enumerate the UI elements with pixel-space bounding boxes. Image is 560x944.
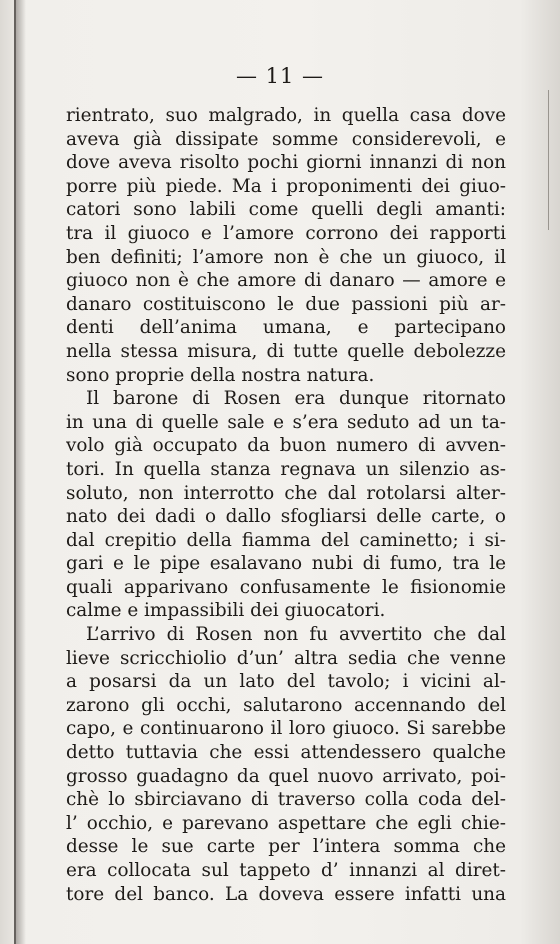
text-line: dal crepitio della fiamma del caminetto; i si- <box>66 529 506 551</box>
text-line: nella stessa misura, di tutte quelle debolezze <box>66 340 506 362</box>
text-line: catori sono labili come quelli degli amanti: <box>66 199 506 221</box>
text-line: zarono gli occhi, salutarono accennando del <box>66 694 506 716</box>
text-line: tore del banco. La doveva essere infatti una <box>66 883 506 905</box>
text-line: chè lo sbirciavano di traverso colla coda del- <box>66 789 506 811</box>
text-line: quali apparivano confusamente le fisionomie <box>66 576 506 598</box>
text-line: sono proprie della nostra natura. <box>66 364 375 386</box>
text-line: gari e le pipe esalavano nubi di fumo, tra le <box>66 553 506 575</box>
text-line: l’ occhio, e parevano aspettare che egli chie- <box>66 812 506 834</box>
text-line: tra il giuoco e l’amore corrono dei rapporti <box>66 222 506 244</box>
text-line: ben definiti; l’amore non è che un giuoco, il <box>66 246 506 268</box>
text-line: soluto, non interrotto che dal rotolarsi alter- <box>66 482 506 504</box>
margin-mark <box>548 90 549 230</box>
text-line: lieve scricchiolio d’un’ altra sedia che venne <box>66 647 506 669</box>
text-line: giuoco non è che amore di danaro — amore e <box>66 270 506 292</box>
text-line: dove aveva risolto pochi giorni innanzi di non <box>66 152 506 174</box>
text-line: desse le sue carte per l’intera somma che <box>66 836 506 858</box>
text-line: denti dell’anima umana, e partecipano <box>66 317 506 339</box>
text-line: detto tuttavia che essi attendessero qualche <box>66 742 506 764</box>
text-line: capo, e continuarono il loro giuoco. Si sarebbe <box>66 718 506 740</box>
page-number: — 11 — <box>235 64 325 88</box>
text-line: aveva già dissipate somme considerevoli, e <box>66 128 506 150</box>
text-line: volo già occupato da buon numero di avven- <box>66 435 506 457</box>
text-line: calme e impassibili dei giuocatori. <box>66 600 386 622</box>
text-line: a posarsi da un lato del tavolo; i vicini al- <box>66 671 506 693</box>
text-line: porre più piede. Ma i proponimenti dei giuo- <box>66 175 506 197</box>
text-line: era collocata sul tappeto d’ innanzi al diret- <box>66 860 506 881</box>
page-text <box>66 104 506 906</box>
text-line: grosso guadagno da quel nuovo arrivato, poi- <box>66 765 506 787</box>
text-line: Il barone di Rosen era dunque ritornato <box>86 388 506 410</box>
text-line: rientrato, suo malgrado, in quella casa dove <box>66 105 506 126</box>
binding-shadow <box>16 0 26 944</box>
text-line: tori. In quella stanza regnava un silenzio as- <box>66 458 506 480</box>
text-line: nato dei dadi o dallo sfogliarsi delle carte, o <box>66 506 506 528</box>
text-line: danaro costituiscono le due passioni più ar- <box>66 293 506 315</box>
text-line: in una di quelle sale e s’era seduto ad un ta- <box>66 411 506 433</box>
text-line: L’arrivo di Rosen non fu avvertito che dal <box>86 624 506 646</box>
